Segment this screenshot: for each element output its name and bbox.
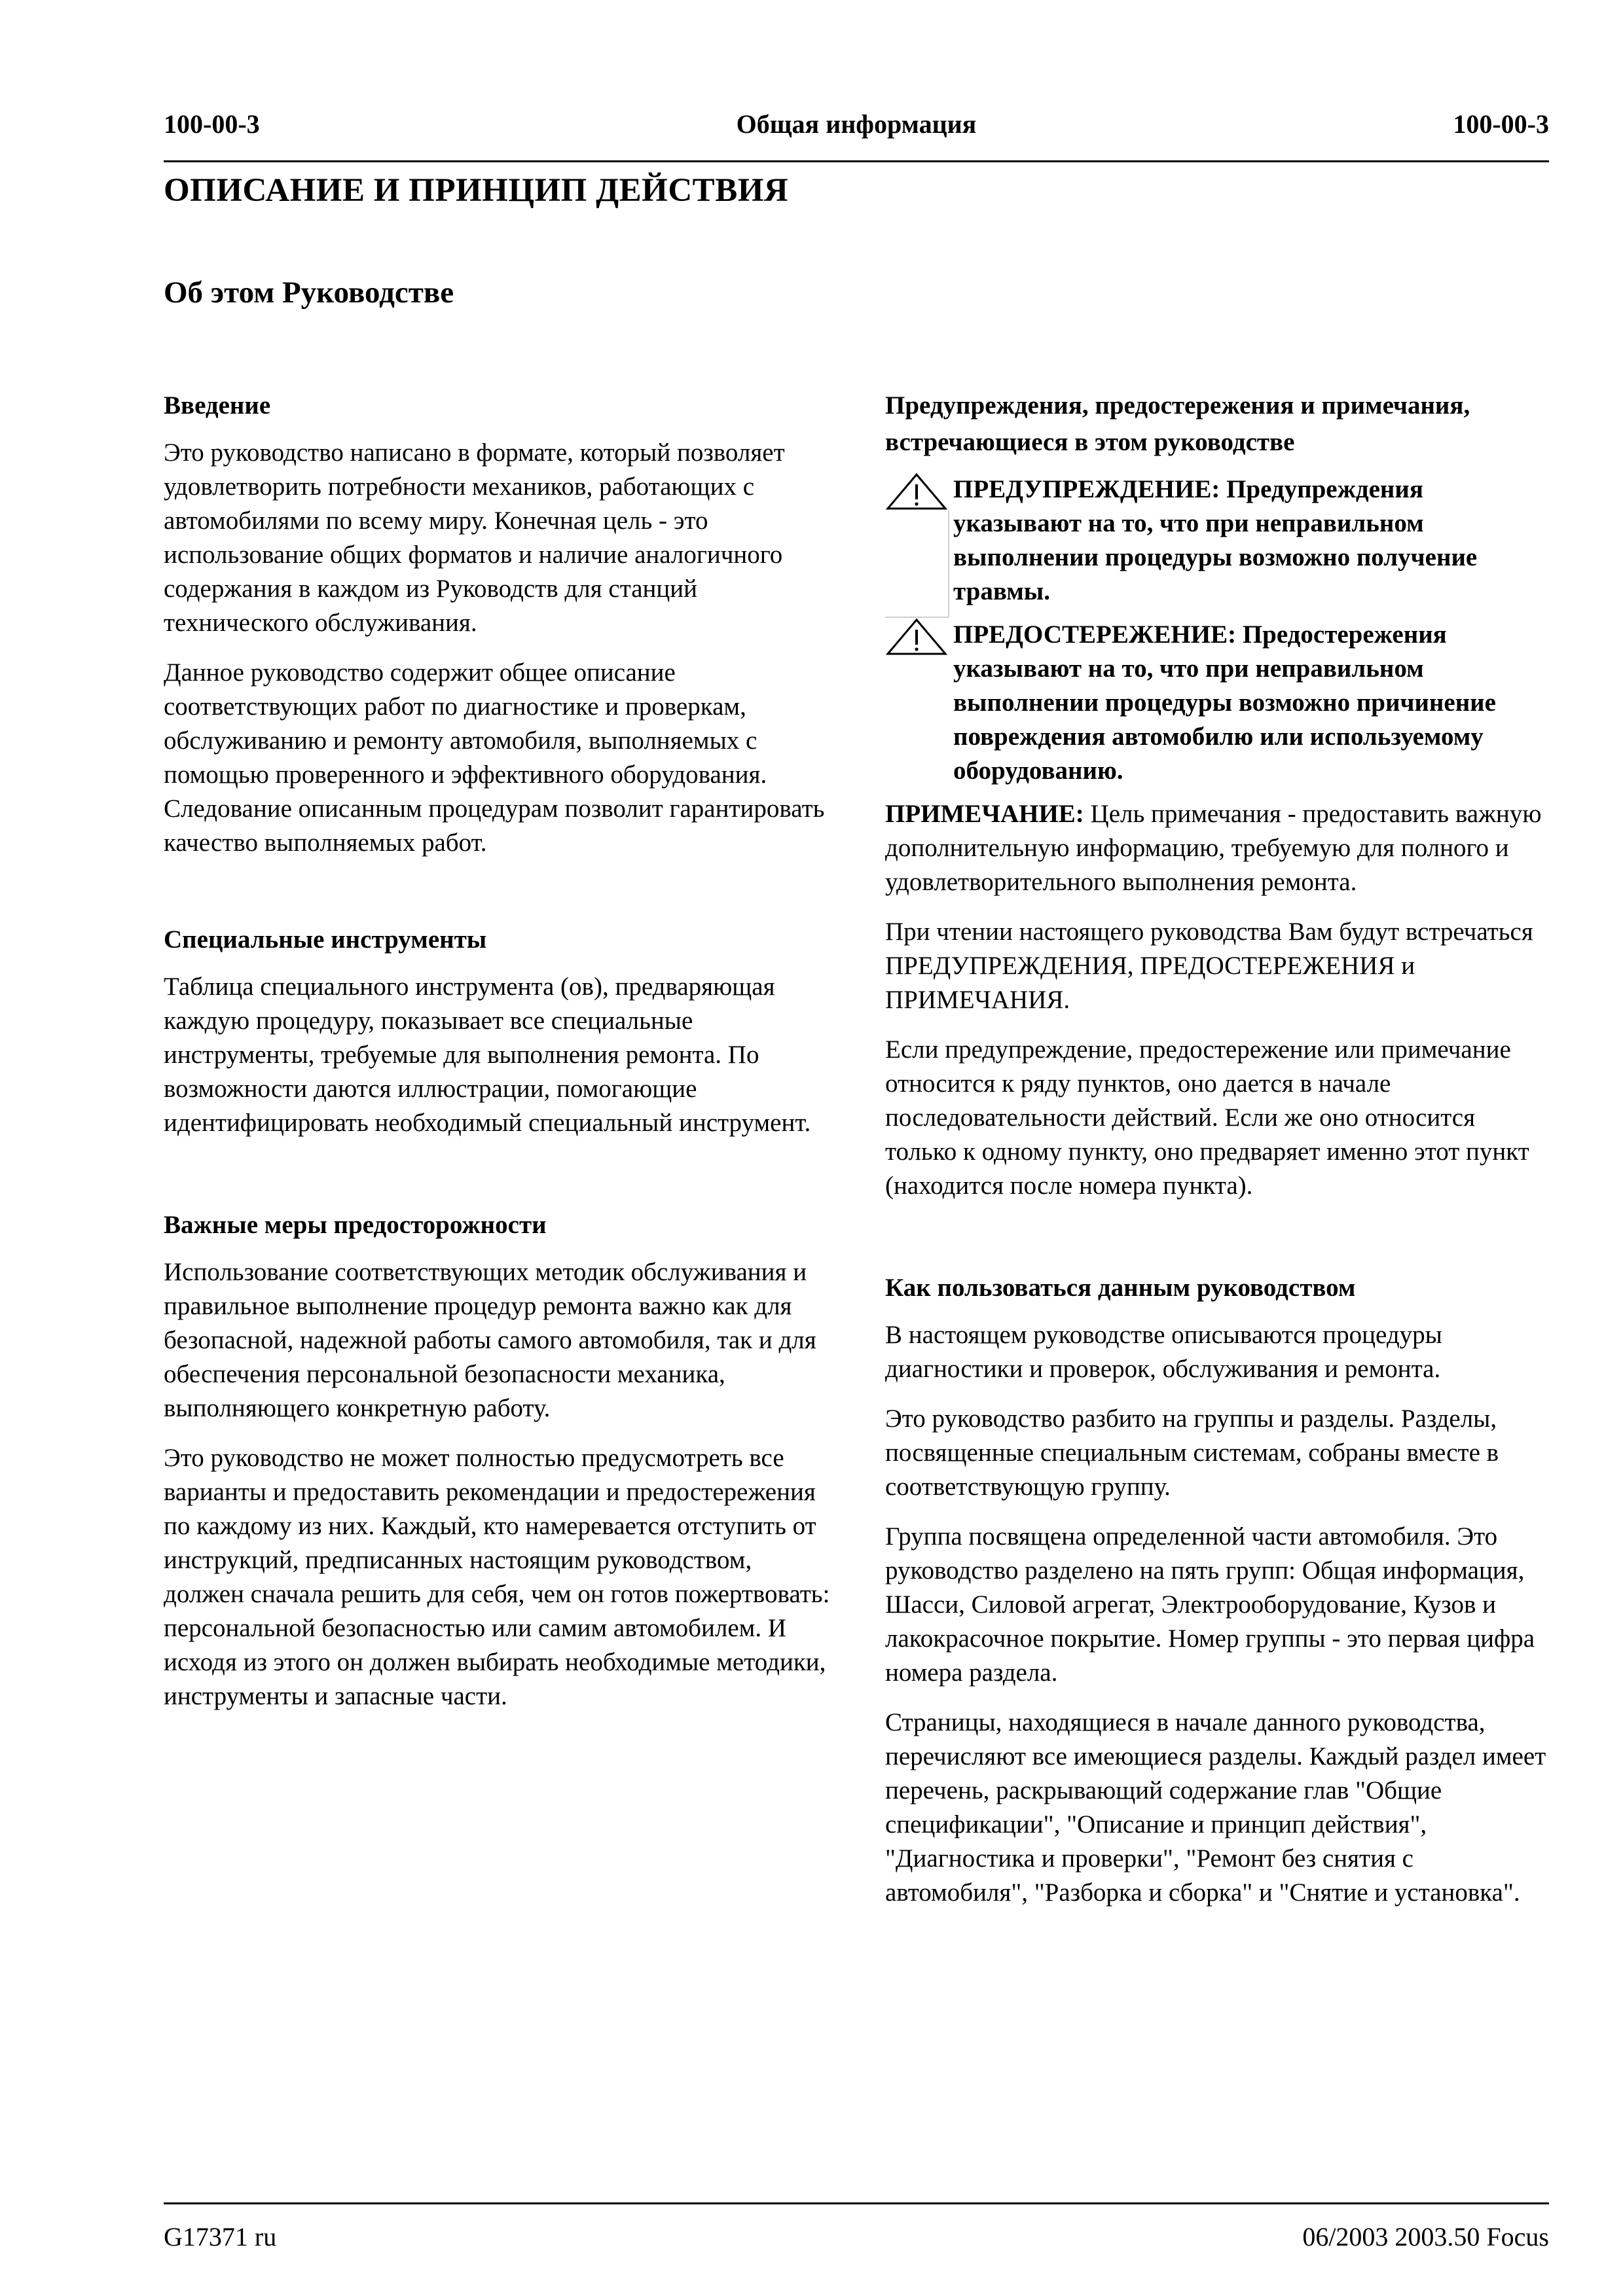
note-paragraph — [885, 797, 1549, 899]
footer-document-id: G17371 ru — [164, 2222, 277, 2251]
paragraph: Данное руководство содержит общее описание соответствующих работ по диагностике и проверкам, обслуживанию и ремонту автомобиля, выполняемых с помощью проверенного и эффективного оборудования. Следование описанным процедурам позволит гарантировать качество выполняемых работ. — [164, 658, 825, 857]
page-subtitle: Об этом Руководстве — [164, 276, 454, 310]
caution-block — [885, 618, 1549, 788]
paragraph: При чтении настоящего руководства Вам будут встречаться ПРЕДУПРЕЖДЕНИЯ, ПРЕДОСТЕРЕЖЕНИЯ и ПРИМЕЧАНИЯ. — [885, 918, 1533, 1014]
paragraph: Это руководство не может полностью предусмотреть все варианты и предоставить рекомендации и предостережения по каждому из них. Каждый, кто намеревается отступить от инструкций, предписанных настоящим руководством, должен сначала решить для себя, чем он готов пожертвовать: персональной безопасностью или самим автомобилем. И исходя из этого он должен выбирать необходимые методики, инструменты и запасные части. — [164, 1444, 830, 1710]
paragraph: Это руководство разбито на группы и разделы. Разделы, посвященные специальным системам, собраны вместе в соответствующую группу. — [885, 1405, 1499, 1501]
warning-triangle-icon — [885, 473, 948, 511]
left-column — [164, 387, 831, 1729]
paragraph: В настоящем руководстве описываются процедуры диагностики и проверок, обслуживания и ремонта. — [885, 1321, 1442, 1383]
header-chapter-title: Общая информация — [736, 109, 977, 139]
header-section-number-left: 100-00-3 — [164, 109, 260, 139]
right-column — [885, 387, 1549, 1926]
warning-block — [885, 473, 1549, 609]
section-heading-tools: Специальные инструменты — [164, 925, 487, 954]
footer-divider — [164, 2202, 1549, 2204]
footer-edition: 06/2003 2003.50 Focus — [1302, 2222, 1549, 2251]
paragraph: Группа посвящена определенной части автомобиля. Это руководство разделено на пять групп: Общая информация, Шасси, Силовой агрегат, Электрооборудование, Кузов и лакокрасочное покрытие. Номер группы - это первая цифра номера раздела. — [885, 1522, 1535, 1687]
note-label: ПРИМЕЧАНИЕ: — [885, 800, 1084, 828]
page-title: ОПИСАНИЕ И ПРИНЦИП ДЕЙСТВИЯ — [164, 172, 789, 209]
paragraph: Это руководство написано в формате, который позволяет удовлетворить потребности механиков, работающих с автомобилями по всему миру. Конечная цель - это использование общих форматов и наличие аналогичного содержания в каждом из Руководств для станций технического обслуживания. — [164, 439, 785, 637]
section-heading-intro: Введение — [164, 391, 271, 420]
section-heading-usage: Как пользоваться данным руководством — [885, 1274, 1356, 1302]
paragraph: Использование соответствующих методик обслуживания и правильное выполнение процедур ремонта важно как для безопасной, надежной работы самого автомобиля, так и для обеспечения персональной безопасности механика, выполняющего конкретную работу. — [164, 1258, 816, 1422]
warning-triangle-icon — [885, 618, 948, 656]
page-header — [164, 109, 1549, 148]
paragraph: Страницы, находящиеся в начале данного руководства, перечисляют все имеющиеся разделы. Каждый раздел имеет перечень, раскрывающий содержание глав "Общие спецификации", "Описание и принцип действия", "Диагностика и проверки", "Ремонт без снятия с автомобиля", "Разборка и сборка" и "Снятие и установка". — [885, 1708, 1546, 1907]
caution-text: ПРЕДОСТЕРЕЖЕНИЕ: Предостережения указывают на то, что при неправильном выполнении процедуры возможно причинение повреждения автомобилю или используемому оборудованию. — [953, 620, 1496, 785]
paragraph: Таблица специального инструмента (ов), предваряющая каждую процедуру, показывает все специальные инструменты, требуемые для выполнения ремонта. По возможности даются иллюстрации, помогающие идентифицировать необходимый специальный инструмент. — [164, 973, 811, 1137]
header-divider — [164, 160, 1549, 162]
section-heading-warnings: Предупреждения, предостережения и примечания, встречающиеся в этом руководстве — [885, 391, 1470, 456]
note-text: Цель примечания - предоставить важную дополнительную информацию, требуемую для полного и удовлетворительного выполнения ремонта. — [885, 800, 1542, 896]
warning-text: ПРЕДУПРЕЖДЕНИЕ: Предупреждения указывают на то, что при неправильном выполнении процедуры возможно получение травмы. — [953, 475, 1478, 605]
header-section-number-right: 100-00-3 — [1453, 109, 1549, 139]
paragraph: Если предупреждение, предостережение или примечание относится к ряду пунктов, оно дается в начале последовательности действий. Если же оно относится только к одному пункту, оно предваряет именно этот пункт (находится после номера пункта). — [885, 1035, 1529, 1200]
section-heading-precautions: Важные меры предосторожности — [164, 1211, 547, 1239]
